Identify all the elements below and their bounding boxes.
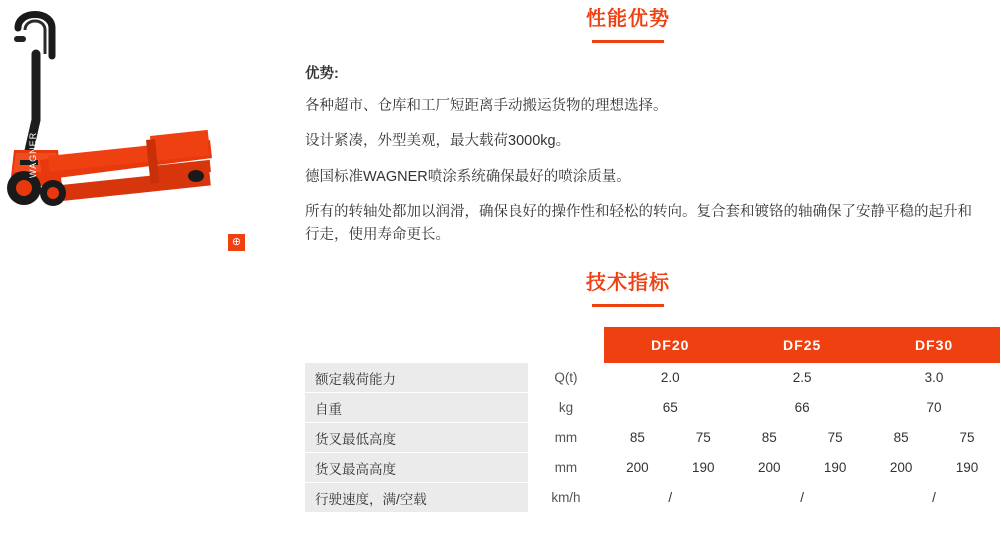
advantage-line-4: 所有的转轴处都加以润滑，确保良好的操作性和轻松的转向。复合套和镀铬的轴确保了安静平稳的起升和行走，使用寿命更长。 (305, 204, 972, 243)
row-unit: kg (558, 400, 574, 415)
specs-heading-text: 技术指标 (586, 272, 670, 294)
table-header-blank-label (305, 327, 528, 363)
table-body (305, 363, 1000, 513)
advantage-text-block (305, 62, 975, 246)
row-value-df20: / (668, 490, 673, 505)
table-row (305, 423, 1000, 453)
row-unit: km/h (551, 490, 581, 505)
table-header-df20: DF20 (604, 327, 736, 363)
advantage-line-2: 设计紧凑，外型美观，最大载荷3000kg。 (305, 133, 571, 150)
row-value-df25-a: 200 (757, 460, 781, 475)
table-row (305, 393, 1000, 423)
advantage-line-3: 德国标准WAGNER喷涂系统确保最好的喷涂质量。 (305, 168, 631, 185)
table-row (305, 363, 1000, 393)
row-value-df30: 70 (926, 400, 942, 415)
row-value-df25: 66 (794, 400, 810, 415)
row-unit: Q(t) (554, 370, 578, 385)
row-value-df20: 65 (662, 400, 678, 415)
row-label: 货叉最低高度 (305, 423, 528, 453)
row-value-df30-b: 75 (959, 430, 975, 445)
row-value-df30-a: 85 (893, 430, 909, 445)
row-value-df20-a: 85 (629, 430, 645, 445)
specs-section-heading (528, 266, 728, 307)
table-header-df25: DF25 (736, 327, 868, 363)
advantage-subtitle: 优势: (305, 66, 339, 82)
row-label: 货叉最高高度 (305, 453, 528, 483)
row-value-df30: 3.0 (924, 370, 944, 385)
row-value-df20-a: 200 (626, 460, 649, 475)
row-value-df30: / (932, 490, 936, 505)
table-row (305, 453, 1000, 483)
row-value-df25: 2.5 (792, 370, 812, 385)
row-label: 自重 (305, 393, 528, 423)
row-value-df30-b: 190 (955, 460, 979, 475)
table-header (305, 327, 1000, 363)
advantage-line-1: 各种超市、仓库和工厂短距离手动搬运货物的理想选择。 (305, 98, 668, 114)
svg-text:WAGNER: WAGNER (28, 131, 38, 178)
row-value-df25-b: 75 (827, 430, 843, 445)
performance-section-heading (528, 2, 728, 43)
table-header-df30: DF30 (868, 327, 1000, 363)
row-value-df20-b: 75 (695, 430, 711, 445)
table-header-blank-unit (528, 327, 605, 363)
row-unit: mm (554, 430, 578, 445)
row-value-df20: 2.0 (660, 370, 680, 385)
specifications-table (305, 327, 1000, 513)
row-value-df20-b: 190 (692, 460, 715, 475)
row-value-df25-a: 85 (761, 430, 777, 445)
row-value-df25: / (800, 490, 805, 505)
row-value-df30-a: 200 (889, 460, 913, 475)
product-image-panel (0, 0, 285, 270)
zoom-icon[interactable]: ⊕ (228, 234, 245, 251)
table-row (305, 483, 1000, 513)
performance-heading-text: 性能优势 (586, 8, 670, 30)
row-value-df25-b: 190 (823, 460, 847, 475)
heading-underline (592, 304, 664, 307)
row-label: 行驶速度，满/空载 (305, 483, 528, 513)
table-header-row (305, 327, 1000, 363)
row-unit: mm (554, 460, 578, 475)
pallet-truck-illustration (0, 0, 285, 270)
heading-underline (592, 40, 664, 43)
row-label: 额定载荷能力 (305, 363, 528, 393)
